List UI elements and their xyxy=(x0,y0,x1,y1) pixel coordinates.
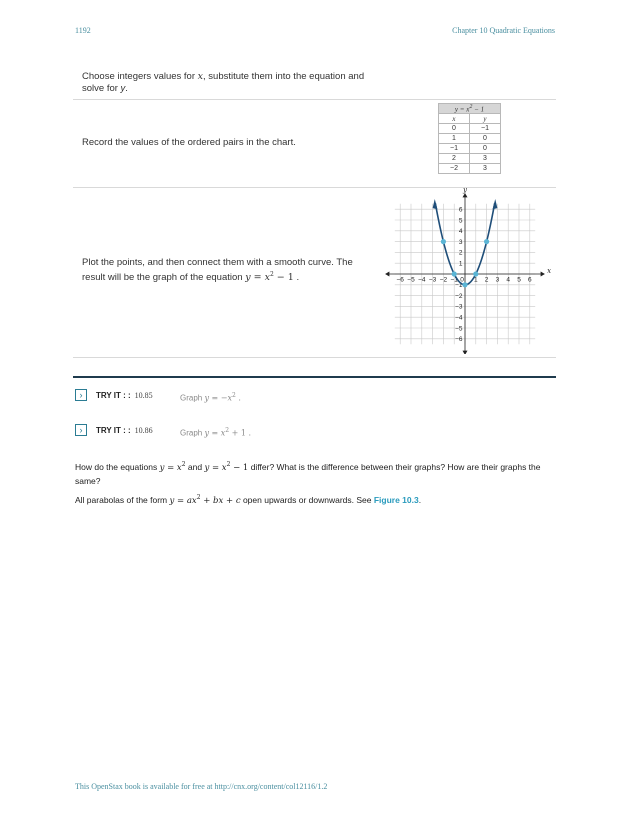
plotted-point xyxy=(452,271,457,276)
x-axis-arrow-right xyxy=(541,272,545,277)
y-tick-label: 4 xyxy=(458,228,463,236)
table-row: 2 3 xyxy=(439,154,501,164)
x-tick-label: −4 xyxy=(418,276,426,284)
x-tick-label: −2 xyxy=(439,276,448,284)
y-axis-label: y xyxy=(463,188,467,194)
x-tick-label: 5 xyxy=(517,276,521,284)
parabola-graph xyxy=(362,188,557,354)
x-tick-label: 2 xyxy=(484,276,489,284)
y-tick-label: 5 xyxy=(458,217,463,225)
figure-link[interactable]: Figure 10.3 xyxy=(373,494,419,505)
x-tick-label: 1 xyxy=(473,276,478,284)
plotted-point xyxy=(484,239,489,244)
table-row: 0 −1 xyxy=(439,124,501,134)
try-it-10-86 xyxy=(75,424,153,436)
divider-1 xyxy=(73,99,556,100)
step1-var-y: y xyxy=(120,83,126,94)
y-tick-label: −2 xyxy=(455,292,463,300)
x-tick-label: 6 xyxy=(527,276,532,284)
values-table xyxy=(438,103,501,174)
expand-chevron-icon[interactable]: › xyxy=(75,389,87,401)
x-tick-label: −3 xyxy=(428,276,437,284)
try-it-10-86-text: Graph $y = x^2 + 1$ . xyxy=(180,427,252,438)
step-choose-integers xyxy=(82,71,382,95)
x-tick-label: −1 xyxy=(450,276,458,284)
y-tick-label: 2 xyxy=(458,249,463,257)
parabola-statement: All parabolas of the form $y = ax^2$ + bx + c open upwards or downwards. See Figure 10.3. xyxy=(75,494,422,506)
col-header-x: x xyxy=(439,114,470,124)
col-header-y: y xyxy=(469,114,500,124)
table-row: −1 0 xyxy=(439,144,501,154)
x-tick-label: 4 xyxy=(506,276,511,284)
step1-var-x: x xyxy=(197,71,204,82)
x-tick-label: −6 xyxy=(396,276,404,284)
try-it-10-85-text: Graph $y = -x^2$ . xyxy=(180,392,241,403)
try-it-10-85 xyxy=(75,389,153,401)
table-row: −2 3 xyxy=(439,164,501,174)
step1-text-c: . xyxy=(125,83,128,94)
page-number: 1192 xyxy=(75,26,91,35)
table-caption: $y = x^2 - 1$ xyxy=(439,104,501,114)
y-tick-label: −6 xyxy=(455,336,463,344)
footer-text: This OpenStax book is available for free at http://cnx.org/content/col12116/1.2 xyxy=(75,782,328,791)
step3-text: Plot the points, and then connect them with a smooth curve. The result will be the graph of the equation xyxy=(82,257,353,284)
step1-text-b: , substitute them into the equation and solve for xyxy=(82,71,365,94)
x-tick-label: 0 xyxy=(460,276,464,284)
x-tick-label: 3 xyxy=(495,276,500,284)
question-paragraph: How do the equations $y = x^2$ and $y = x^2 - 1$ differ? What is the difference between their graphs? How are their graphs the same? xyxy=(75,461,541,486)
divider-3 xyxy=(73,357,556,358)
plotted-point xyxy=(462,282,467,287)
plotted-point xyxy=(441,239,446,244)
chapter-title: Chapter 10 Quadratic Equations xyxy=(452,26,555,35)
y-tick-label: −3 xyxy=(455,303,463,311)
x-axis-label: x xyxy=(547,267,552,275)
step-record-values: Record the values of the ordered pairs in the chart. xyxy=(82,137,296,148)
expand-chevron-icon[interactable]: › xyxy=(75,424,87,436)
step3-equation: y = x xyxy=(245,272,270,284)
graph-axes xyxy=(385,193,545,354)
y-tick-label: 1 xyxy=(458,260,463,268)
y-tick-label: −4 xyxy=(455,314,463,322)
step1-text-a: Choose integers values for xyxy=(82,71,198,82)
try-it-label: TRY IT : : xyxy=(96,425,131,435)
try-it-number: 10.86 xyxy=(134,425,153,435)
section-rule xyxy=(73,376,556,378)
table-row: 1 0 xyxy=(439,134,501,144)
x-tick-label: −5 xyxy=(407,276,415,284)
try-it-label: TRY IT : : xyxy=(96,390,131,400)
y-tick-label: −1 xyxy=(455,282,463,290)
try-it-number: 10.85 xyxy=(134,390,153,400)
y-axis-arrow-down xyxy=(463,351,468,354)
graph-tick-labels xyxy=(396,207,531,344)
y-tick-label: 6 xyxy=(458,206,463,214)
x-axis-arrow-left xyxy=(385,272,389,277)
y-tick-label: 3 xyxy=(458,238,463,246)
plotted-point xyxy=(473,271,478,276)
y-tick-label: −5 xyxy=(455,325,463,333)
step-plot-points: Plot the points, and then connect them with a smooth curve. The result will be the graph of the equation $y = x^2 - 1$ . xyxy=(82,257,353,284)
